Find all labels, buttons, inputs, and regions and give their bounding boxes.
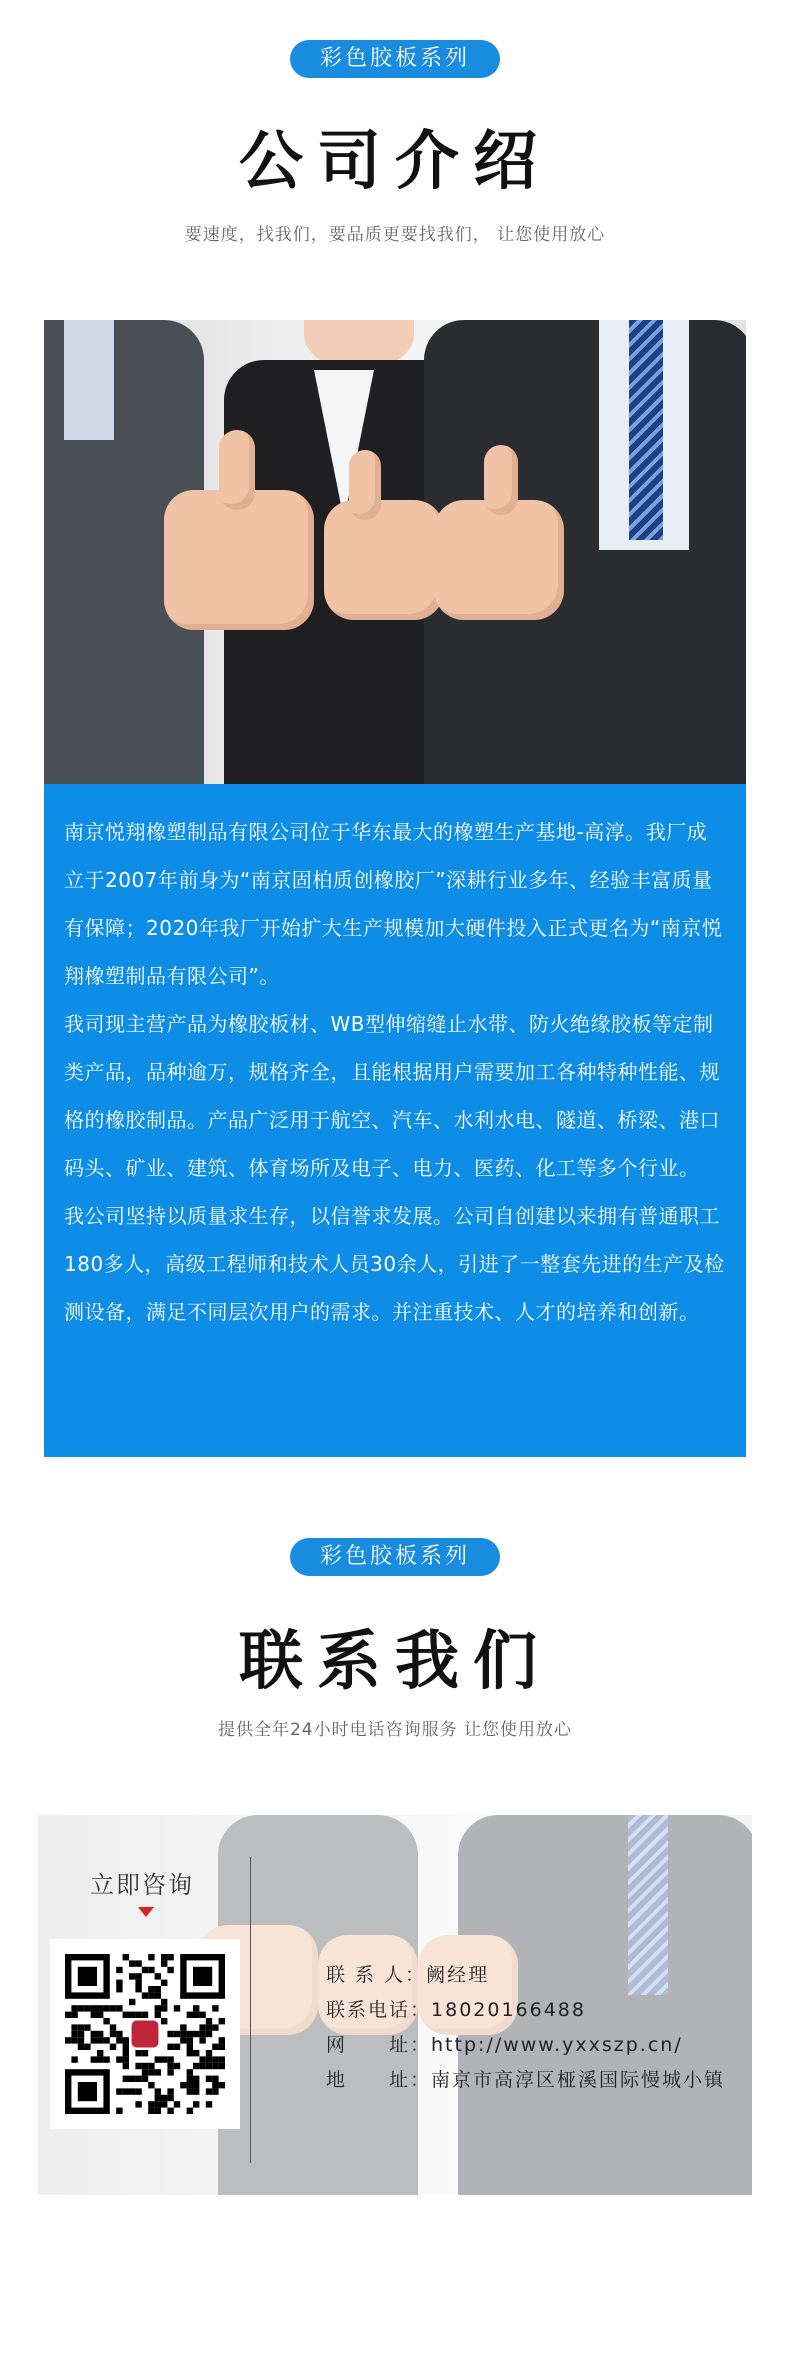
thumb-up-left: [164, 490, 314, 630]
company-description-block: [44, 784, 746, 1457]
thumb-up-center: [324, 500, 444, 620]
contact-person-value: 阙经理: [426, 1964, 490, 1986]
series-pill-top: 彩色胶板系列: [290, 40, 500, 78]
contact-address-row: [326, 2065, 725, 2092]
thumb-up-right: [434, 500, 564, 620]
contact-address-label: 地 址：: [326, 2069, 432, 2091]
contact-card: [38, 1815, 752, 2195]
description-paragraph: 我公司坚持以质量求生存，以信誉求发展。公司自创建以来拥有普通职工180多人，高级工程师和技术人员30余人，引进了一整套先进的生产及检测设备，满足不同层次用户的需求。并注重技术、人才的培养和创新。: [64, 1204, 725, 1324]
contact-website-label: 网 址：: [326, 2034, 432, 2056]
description-paragraph: 南京悦翔橡塑制品有限公司位于华东最大的橡塑生产基地-高淳。我厂成立于2007年前身为“南京固柏质创橡胶厂”深耕行业多年、经验丰富质量有保障；2020年我厂开始扩大生产规模加大硬件投入正式更名为“南京悦翔橡塑制品有限公司”。: [64, 820, 723, 988]
contact-phone-row: [326, 1995, 586, 2022]
contact-phone-value[interactable]: 18020166488: [431, 1999, 586, 2021]
consult-now-label: 立即咨询: [90, 1871, 194, 1899]
contact-subtitle: 提供全年24小时电话咨询服务 让您使用放心: [217, 1720, 573, 1740]
series-pill-bottom: 彩色胶板系列: [290, 1538, 500, 1576]
page-title-company-intro: 公司介绍: [239, 125, 551, 199]
contact-phone-label: 联系电话：: [326, 1999, 432, 2021]
contact-address-value: 南京市高淳区桠溪国际慢城小镇: [431, 2069, 726, 2091]
vertical-divider: [250, 1857, 251, 2163]
page-title-contact-us: 联系我们: [239, 1625, 551, 1699]
business-team-thumbs-up-photo: [44, 320, 746, 784]
description-paragraph: 我司现主营产品为橡胶板材、WB型伸缩缝止水带、防火绝缘胶板等定制类产品，品种逾万，规格齐全，且能根据用户需要加工各种特种性能、规格的橡胶制品。产品广泛用于航空、汽车、水利水电、隧道、桥梁、港口码头、矿业、建筑、体育场所及电子、电力、医药、化工等多个行业。: [64, 1012, 720, 1180]
qr-code[interactable]: [50, 1939, 240, 2129]
contact-website-link[interactable]: http://www.yxxszp.cn/: [431, 2034, 683, 2056]
intro-subtitle: 要速度，找我们，要品质更要找我们， 让您使用放心: [184, 225, 606, 245]
contact-website-row: [326, 2030, 683, 2057]
down-triangle-icon: [138, 1907, 154, 1917]
contact-person-row: [326, 1960, 489, 1987]
contact-person-label: 联 系 人：: [326, 1964, 427, 1986]
